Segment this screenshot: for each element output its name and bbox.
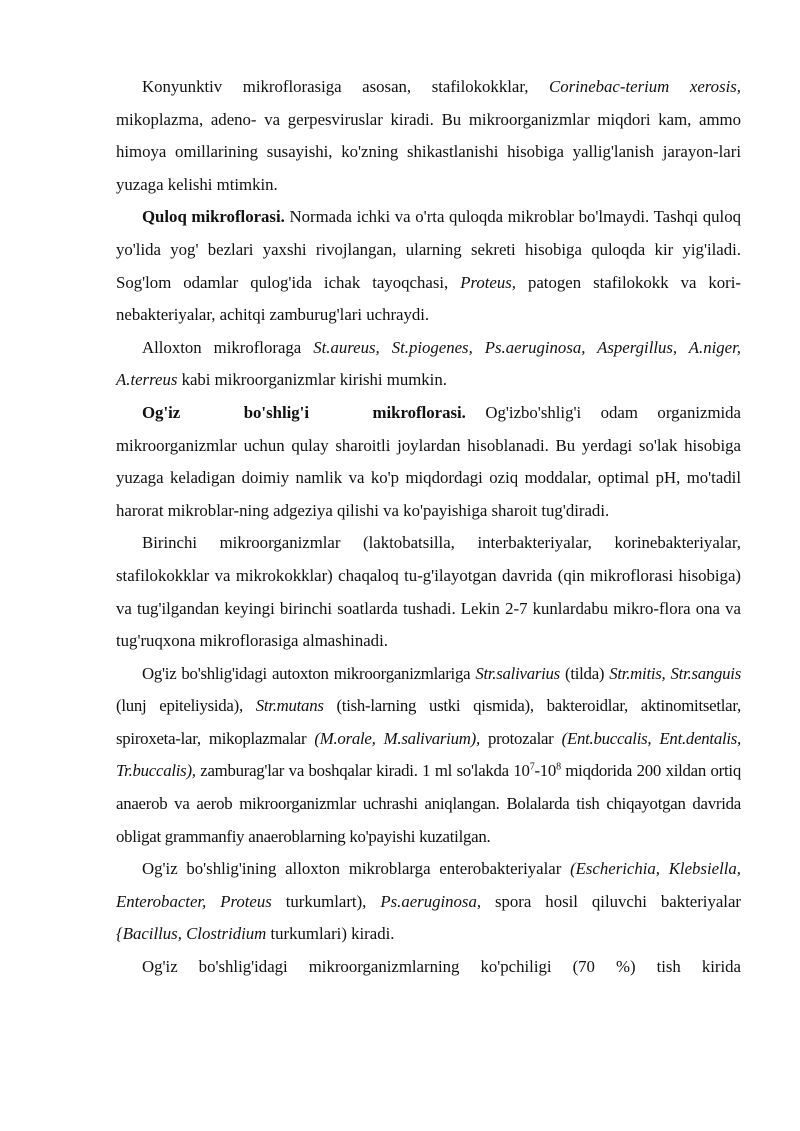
text: Normada ichki va o'rta quloqda mikroblar bo'lmaydi. Tashqi quloq yo'lida yog' bezlari yaxshi rivojlangan, ularning sekreti hisobiga quloqda kir yig'iladi. Sog'lom odamlar qulog'ida ichak tayoqchasi, — [116, 207, 741, 292]
species-name: Str.mutans — [255, 696, 324, 716]
document-page — [116, 71, 741, 984]
text: miqdorida 200 xildan ortiq anaerob va aerob mikroorganizmlar uchrashi aniqlangan. Bolalarda tish chiqayotgan davrida obligat grammanfiy anaeroblarning ko'payishi kuzatilgan. — [116, 761, 741, 846]
paragraph-conjunctiva — [116, 71, 741, 201]
text: spora hosil qiluvchi bakteriyalar — [481, 891, 741, 911]
species-name: Str.mitis, Str.sanguis — [609, 663, 741, 683]
text: Og'iz bo'shlig'ining alloxton mikroblarga enterobakteriyalar — [142, 859, 571, 879]
species-name: (Ent.buccalis, Ent.dentalis, Tr.buccalis), — [116, 728, 742, 781]
species-name: {Bacillus, Clostridium — [116, 924, 267, 944]
text: (tilda) — [559, 663, 610, 683]
superscript: 8 — [556, 761, 561, 773]
paragraph-oral-allochthonous — [116, 853, 741, 951]
text: -10 — [534, 761, 557, 781]
text: Og'iz bo'shlig'idagi autoxton mikroorganizmlariga — [142, 663, 476, 683]
text: Birinchi mikroorganizmlar (laktobatsilla, interbakteriyalar, korinebakteriyalar, stafilokokklar va mikrokokklar) chaqaloq tu-g'ilayotgan davrida (qin mikroflorasi hisobiga) va tug'ilgandan keyingi birinchi soatlarda tushadi. Lekin 2-7 kunlardabu mikro-flora ona va tug'ruqxona mikroflorasiga almashinadi. — [116, 533, 741, 651]
text: turkumlari) kiradi. — [266, 924, 395, 944]
paragraph-ear-allochthonous — [116, 332, 741, 397]
text: Og'izbo'shlig'i odam organizmida mikroorganizmlar uchun qulay sharoitli joylardan hisoblanadi. Bu yerdagi so'lak hisobiga yuzaga keladigan doimiy namlik va ko'p miqdordagi oziq moddalar, optimal pH, mo'tadil harorat mikroblar-ning adgeziya qilishi va ko'payishiga sharoit tug'diradi. — [116, 402, 742, 520]
paragraph-ear — [116, 201, 741, 331]
text: Konyunktiv mikroflorasiga asosan, stafilokokklar, — [142, 77, 550, 96]
superscript: 7 — [529, 761, 535, 773]
text: turkumlart), — [271, 891, 381, 911]
text: (tish-larning ustki qismida), bakteroidlar, aktinomitsetlar, spiroxeta-lar, mikoplazmalar — [116, 696, 741, 748]
section-heading: Quloq mikroflorasi. — [142, 207, 285, 227]
text: patogen stafilokokk va kori-nebakteriyalar, achitqi zamburug'lari uchraydi. — [116, 272, 742, 325]
species-name: Str.salivarius — [475, 663, 560, 683]
species-name: St.aureus, St.piogenes, Ps.aeruginosa, Aspergillus, A.niger, A.terreus — [116, 337, 741, 390]
paragraph-last — [116, 951, 741, 984]
species-name: Corinebac-terium xerosis, — [549, 77, 741, 96]
species-name: Proteus, — [460, 272, 516, 292]
text: kabi mikroorganizmlar kirishi mumkin. — [177, 370, 447, 390]
text: zamburag'lar va boshqalar kiradi. 1 ml so'lakda 10 — [195, 761, 530, 781]
section-heading: Og'iz bo'shlig'i mikroflorasi. — [142, 402, 466, 422]
species-name: (Escherichia, Klebsiella, Enterobacter, Proteus — [116, 859, 741, 911]
species-name: Ps.aeruginosa, — [380, 891, 482, 911]
species-name: (M.orale, M.salivarium), — [314, 728, 480, 748]
text: Alloxton mikrofloraga — [142, 337, 314, 357]
text: (lunj epiteliysida), — [116, 696, 256, 716]
text: protozalar — [479, 728, 562, 748]
text: mikoplazma, adeno- va gerpesviruslar kiradi. Bu mikroorganizmlar miqdori kam, ammo himoya omillarining susayishi, ko'zning shikastlanishi hisobiga yallig'lanish jarayon-lari yuzaga kelishi mtimkin. — [116, 109, 741, 194]
text: Og'iz bo'shlig'idagi mikroorganizmlarning ko'pchiligi (70 %) tish kirida — [142, 957, 741, 977]
paragraph-first-microorganisms — [116, 527, 741, 657]
paragraph-oral-cavity — [116, 397, 741, 527]
paragraph-autochthonous — [116, 658, 741, 854]
